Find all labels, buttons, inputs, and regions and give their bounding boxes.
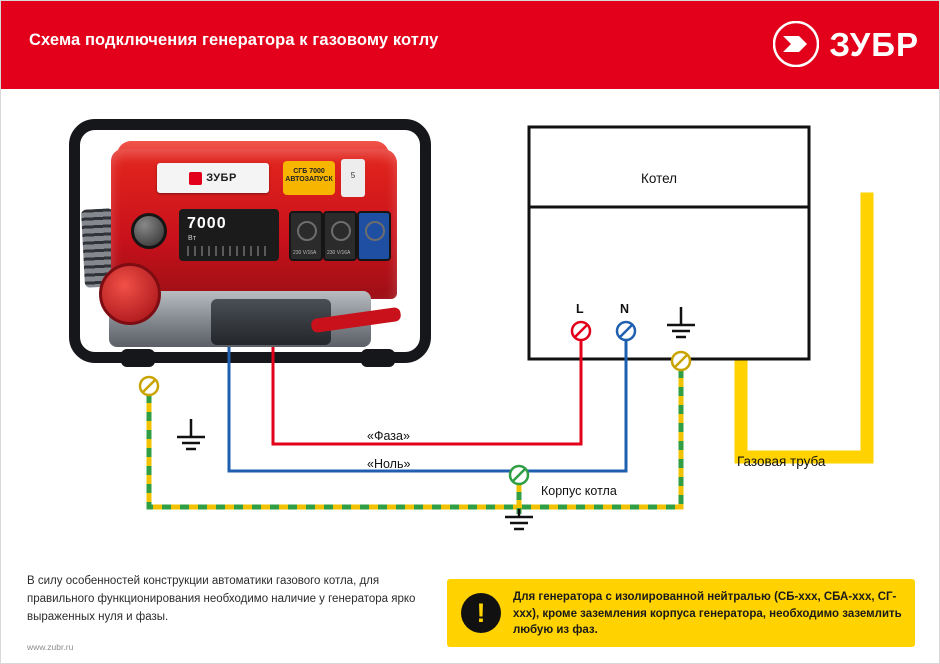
zubr-arrow-icon — [773, 21, 819, 67]
generator-earth-icon — [177, 419, 205, 449]
site-url: www.zubr.ru — [27, 642, 74, 652]
boiler-body-earth-icon — [505, 509, 533, 529]
header-bar — [1, 1, 940, 89]
warning-text: Для генератора с изолированной нейтралью (СБ-ххх, СБА-ххх, СГ-ххх), кроме заземления корпуса генератора, необходимо заземлить любую из фаз. — [513, 591, 902, 637]
gas-pipe-label: Газовая труба — [737, 454, 826, 469]
socket-label: 230 V/16A — [293, 250, 317, 256]
generator-brand-text: ЗУБР — [206, 172, 237, 184]
terminal-N — [617, 322, 635, 340]
generator-power-unit: Вт — [188, 235, 197, 242]
terminal-L — [572, 322, 590, 340]
boiler-body-label: Корпус котла — [541, 484, 617, 498]
terminal-label-N: N — [620, 302, 630, 316]
generator-ground-terminal — [140, 377, 158, 395]
boiler-body-terminal — [510, 466, 528, 484]
terminal-label-L: L — [576, 302, 584, 316]
page-title: Схема подключения генератора к газовому котлу — [29, 31, 439, 49]
terminal-PE — [672, 352, 690, 370]
neutral-wire-label: «Ноль» — [367, 457, 411, 471]
wiring-diagram — [1, 89, 940, 579]
generator-power-value: 7000 — [187, 215, 227, 232]
socket-label: 230 V/16A — [327, 250, 351, 256]
generator-warranty-badge: 5 — [341, 159, 365, 197]
warning-box — [447, 579, 915, 647]
generator-model-badge: СГБ 7000 АВТОЗАПУСК — [283, 161, 335, 195]
exclamation-icon: ! — [461, 593, 501, 633]
boiler-label: Котел — [641, 171, 678, 186]
footer-note: В силу особенностей конструкции автоматики газового котла, для правильного функционирования необходимо наличие у генератора ярко выраженных нуля и фазы. — [27, 575, 416, 623]
brand-name: ЗУБР — [829, 25, 919, 63]
phase-wire-label: «Фаза» — [367, 429, 410, 443]
brand-logo — [773, 21, 919, 67]
